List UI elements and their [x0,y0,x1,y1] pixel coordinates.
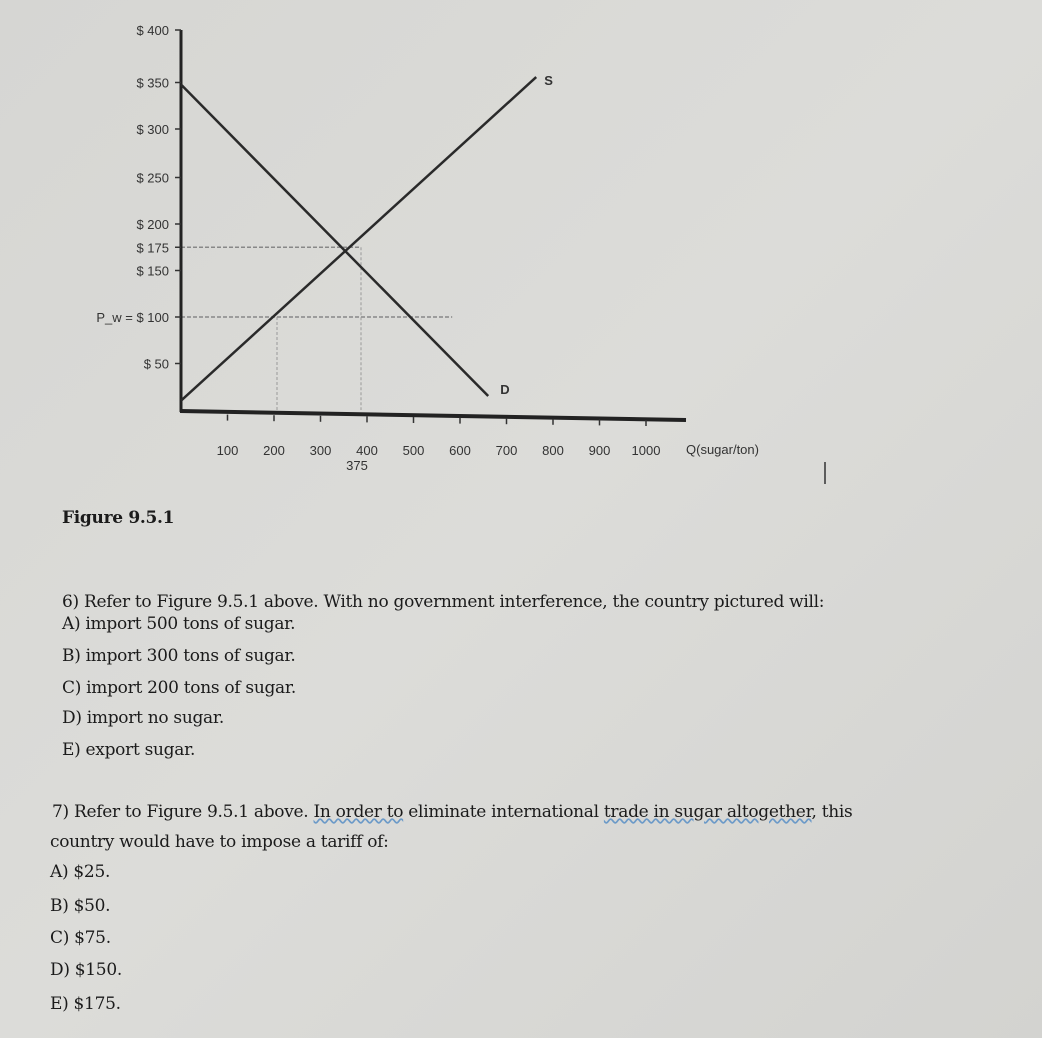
x-tick-label: 1000 [631,443,661,458]
x-tick-label: 500 [402,443,425,458]
x-tick-label: 600 [449,443,471,458]
y-tick-label: $ 150 [136,263,169,279]
supply-demand-chart [0,0,1042,500]
series-label-s: S [544,73,553,89]
y-tick-label: $ 300 [136,122,169,137]
question-6-stem: 6) Refer to Figure 9.5.1 above. With no government interference, the country pictured will: [62,592,825,612]
y-tick-label: $ 200 [136,217,169,232]
x-tick-label: 700 [495,443,518,458]
q6-option-e: E) export sugar. [62,740,196,760]
q7-option-d: D) $150. [50,960,122,980]
x-extra-label: 375 [346,458,368,473]
q6-option-c: C) import 200 tons of sugar. [62,678,296,698]
x-tick-label: 200 [263,443,285,458]
x-axis-label: Q(sugar/ton) [686,442,759,457]
q7-option-e: E) $175. [50,994,121,1014]
x-tick-label: 400 [356,443,378,458]
series-line-d [181,85,488,397]
question-7-stem [52,802,852,822]
series-label-d: D [500,382,510,398]
y-tick-label: $ 400 [136,23,169,38]
q7-stem-part: eliminate international [403,802,604,822]
q7-stem-squiggle: trade in sugar altogether [603,802,812,822]
q7-stem-part: , this [811,802,853,822]
q7-option-c: C) $75. [50,928,111,948]
y-tick-label: $ 50 [143,356,169,372]
y-tick-label: $ 350 [136,75,169,91]
y-tick-label: P_w = $ 100 [96,310,169,325]
figure-caption: Figure 9.5.1 [62,508,175,528]
y-tick-label: $ 250 [136,170,169,186]
q6-option-a: A) import 500 tons of sugar. [62,614,296,634]
q7-option-a: A) $25. [50,862,111,882]
q6-option-b: B) import 300 tons of sugar. [62,646,296,666]
y-tick-label: $ 175 [136,240,169,256]
q7-stem-squiggle: In order to [313,802,404,822]
question-7-stem-line2: country would have to impose a tariff of: [50,832,389,852]
x-tick-label: 900 [588,443,611,458]
series-line-s [181,77,536,401]
x-axis [180,411,686,420]
x-tick-label: 300 [309,443,332,458]
q7-stem-part: 7) Refer to Figure 9.5.1 above. [52,802,314,822]
q6-option-d: D) import no sugar. [62,708,224,728]
x-tick-label: 800 [542,443,564,458]
x-tick-label: 100 [216,443,239,458]
q7-option-b: B) $50. [50,896,111,916]
